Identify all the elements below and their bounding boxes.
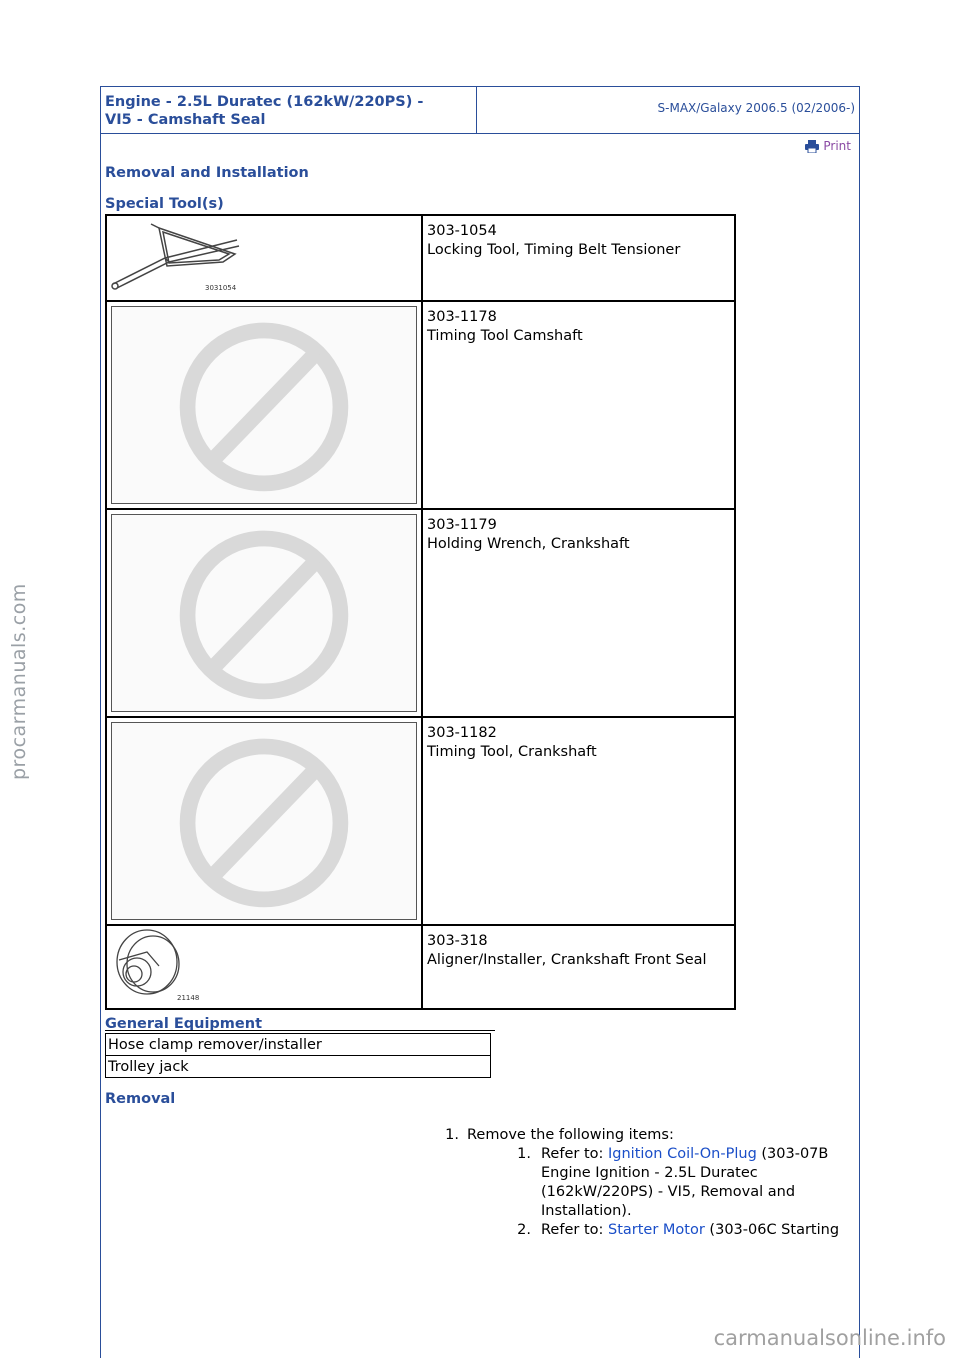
- special-tools-heading: Special Tool(s): [105, 196, 224, 212]
- list-item: [431, 1126, 851, 1145]
- removal-heading: Removal: [105, 1091, 176, 1107]
- tool-text-cell: [422, 925, 735, 1009]
- equipment-item: Hose clamp remover/installer: [106, 1034, 491, 1056]
- model-info: S-MAX/Galaxy 2006.5 (02/2006-): [657, 101, 855, 115]
- substep-prefix: Refer to:: [541, 1146, 608, 1162]
- substep-text-line: Installation).: [541, 1203, 632, 1219]
- tool-image-cell: [106, 301, 422, 509]
- removal-steps: [431, 1126, 851, 1240]
- tool-number: 303-1182: [427, 725, 497, 741]
- general-equipment-heading: General Equipment: [105, 1016, 263, 1032]
- tool-number: 303-1054: [427, 223, 497, 239]
- image-unavailable-placeholder: [111, 306, 417, 504]
- special-tools-table: [105, 214, 736, 1010]
- substep-suffix: (303-07B: [756, 1146, 829, 1162]
- tool-number: 303-1179: [427, 517, 497, 533]
- header: [101, 87, 859, 134]
- substep-number: 2.: [517, 1222, 531, 1238]
- print-label: Print: [823, 139, 851, 153]
- tool-row: [106, 925, 735, 1009]
- tool-name: Timing Tool Camshaft: [427, 328, 583, 344]
- step-number: 1.: [445, 1127, 459, 1143]
- image-unavailable-placeholder: [111, 514, 417, 712]
- substep-text-line: Engine Ignition - 2.5L Duratec: [541, 1165, 758, 1181]
- tool-row: [106, 215, 735, 301]
- tool-number: 303-318: [427, 933, 488, 949]
- tool-number: 303-1178: [427, 309, 497, 325]
- table-row: [106, 1056, 491, 1078]
- tool-row: [106, 717, 735, 925]
- substep-text-line: (162kW/220PS) - VI5, Removal and: [541, 1184, 796, 1200]
- starter-motor-link[interactable]: Starter Motor: [608, 1222, 705, 1238]
- page-frame: [100, 86, 860, 1358]
- side-watermark: procarmanuals.com: [8, 583, 30, 780]
- tool-image-caption: 3031054: [205, 284, 237, 292]
- image-unavailable-placeholder: [111, 722, 417, 920]
- substep-number: 1.: [517, 1146, 531, 1162]
- tool-text-cell: [422, 509, 735, 717]
- tool-name: Holding Wrench, Crankshaft: [427, 536, 630, 552]
- page-title: [101, 87, 477, 133]
- title-line-1: Engine - 2.5L Duratec (162kW/220PS) -: [105, 94, 424, 110]
- equipment-item: Trolley jack: [106, 1056, 491, 1078]
- table-row: [106, 1034, 491, 1056]
- tool-row: [106, 509, 735, 717]
- locking-tool-illustration: [107, 216, 421, 296]
- equipment-table: [105, 1033, 491, 1078]
- tool-name: Aligner/Installer, Crankshaft Front Seal: [427, 952, 707, 968]
- list-item: [431, 1145, 851, 1221]
- divider: [105, 1030, 495, 1031]
- section-title: Removal and Installation: [105, 165, 309, 181]
- footer-watermark: carmanualsonline.info: [713, 1326, 946, 1350]
- tool-image-caption: 21148: [177, 994, 200, 1002]
- tool-image-cell: [106, 717, 422, 925]
- tool-name: Locking Tool, Timing Belt Tensioner: [427, 242, 681, 258]
- substep-prefix: Refer to:: [541, 1222, 608, 1238]
- no-image-icon: [112, 307, 416, 503]
- tool-text-cell: [422, 717, 735, 925]
- tool-text-cell: [422, 215, 735, 301]
- tool-name: Timing Tool, Crankshaft: [427, 744, 597, 760]
- list-item: [431, 1221, 851, 1240]
- no-image-icon: [112, 723, 416, 919]
- substep-suffix: (303-06C Starting: [704, 1222, 840, 1238]
- tool-image-cell: [106, 215, 422, 301]
- tool-text-cell: [422, 301, 735, 509]
- tool-image-cell: [106, 925, 422, 1009]
- printer-icon: [805, 140, 819, 153]
- title-line-2: VI5 - Camshaft Seal: [105, 112, 266, 128]
- step-text: Remove the following items:: [467, 1127, 674, 1143]
- tool-image-cell: [106, 509, 422, 717]
- print-button[interactable]: [805, 139, 851, 153]
- tool-row: [106, 301, 735, 509]
- ignition-coil-link[interactable]: Ignition Coil-On-Plug: [608, 1146, 757, 1162]
- no-image-icon: [112, 515, 416, 711]
- seal-aligner-illustration: [107, 926, 421, 1004]
